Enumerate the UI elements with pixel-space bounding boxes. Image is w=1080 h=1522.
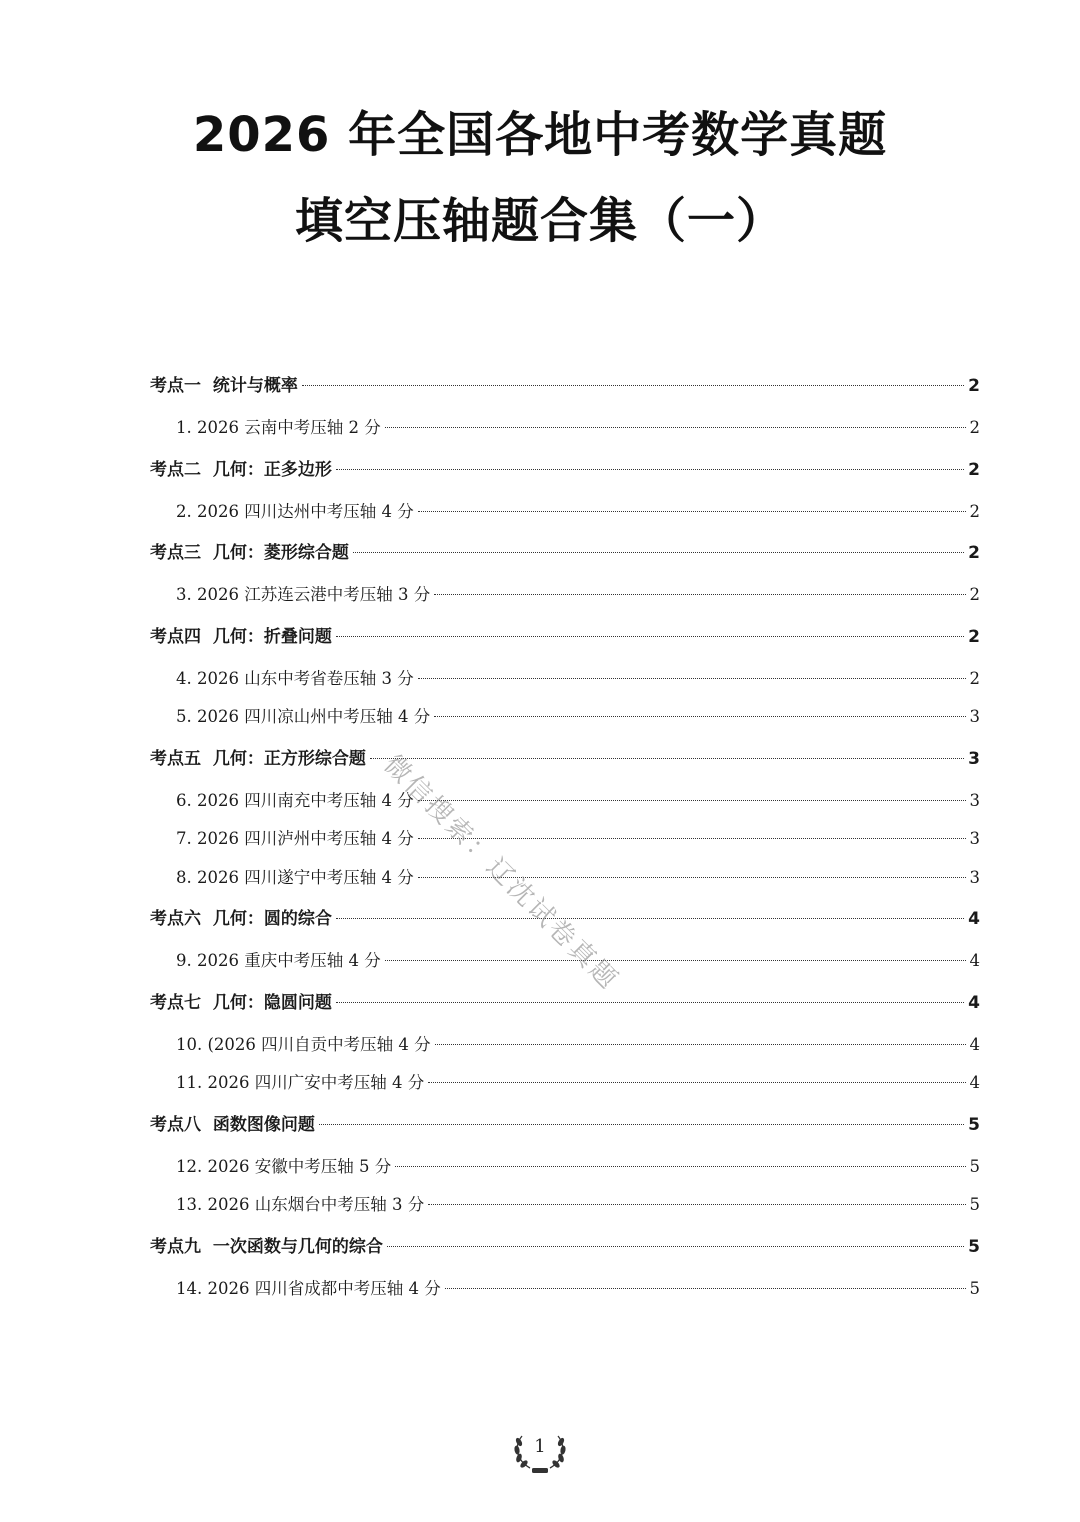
dot-leader <box>353 552 964 553</box>
dot-leader <box>418 838 966 839</box>
toc-page-number: 2 <box>969 501 980 521</box>
toc-item-row[interactable] <box>150 576 980 615</box>
toc-section-row[interactable] <box>150 1103 980 1148</box>
dot-leader <box>385 427 966 428</box>
dot-leader <box>385 960 966 961</box>
dot-leader <box>395 1166 965 1167</box>
toc-entry-label: 考点九 一次函数与几何的综合 <box>150 1236 383 1257</box>
dot-leader <box>336 469 964 470</box>
toc-item-row[interactable] <box>150 782 980 821</box>
toc-entry-label: 考点四 几何：折叠问题 <box>150 626 332 647</box>
toc-page-number: 5 <box>968 1114 980 1135</box>
toc-entry-label: 9. 2026 重庆中考压轴 4 分 <box>176 951 381 970</box>
toc-section-row[interactable] <box>150 531 980 576</box>
toc-entry-label: 8. 2026 四川遂宁中考压轴 4 分 <box>176 867 414 887</box>
dot-leader <box>434 594 965 595</box>
toc-entry-label: 12. 2026 安徽中考压轴 5 分 <box>176 1156 392 1176</box>
toc-entry-label: 5. 2026 四川凉山州中考压轴 4 分 <box>176 707 431 726</box>
dot-leader <box>445 1288 966 1289</box>
document-subtitle: 填空压轴题合集（一） <box>294 193 785 249</box>
toc-page-number: 3 <box>969 829 980 848</box>
toc-entry-label: 3. 2026 江苏连云港中考压轴 3 分 <box>176 585 431 604</box>
toc-page-number: 2 <box>968 626 980 647</box>
toc-entry-label: 考点八 函数图像问题 <box>150 1114 315 1135</box>
toc-item-row[interactable] <box>150 820 980 859</box>
dot-leader <box>418 511 966 512</box>
toc-page-number: 5 <box>968 1236 980 1257</box>
toc-page-number: 4 <box>968 992 980 1013</box>
toc-page-number: 4 <box>969 951 980 970</box>
toc-entry-label: 考点五 几何：正方形综合题 <box>150 748 366 769</box>
dot-leader <box>428 1082 965 1083</box>
toc-entry-label: 考点二 几何：正多边形 <box>150 459 332 480</box>
toc-entry-label: 考点三 几何：菱形综合题 <box>150 543 349 563</box>
toc-item-row[interactable] <box>150 1270 980 1309</box>
toc-page-number: 2 <box>968 459 980 480</box>
toc-entry-label: 6. 2026 四川南充中考压轴 4 分 <box>176 790 414 810</box>
dot-leader <box>434 716 965 717</box>
toc-section-row[interactable] <box>150 1225 980 1270</box>
toc-page-number: 3 <box>969 790 980 810</box>
toc-entry-label: 14. 2026 四川省成都中考压轴 4 分 <box>176 1278 441 1298</box>
toc-page-number: 3 <box>969 707 980 726</box>
toc-item-row[interactable] <box>150 1148 980 1187</box>
dot-leader <box>387 1246 964 1247</box>
toc-page-number: 4 <box>968 909 980 929</box>
toc-section-row[interactable] <box>150 448 980 493</box>
dot-leader <box>435 1044 966 1045</box>
toc-item-row[interactable] <box>150 1026 980 1065</box>
toc-page-number: 2 <box>969 418 980 437</box>
toc-entry-label: 考点六 几何：圆的综合 <box>150 909 332 929</box>
toc-entry-label: 4. 2026 山东中考省卷压轴 3 分 <box>176 668 414 688</box>
toc-entry-label: 7. 2026 四川泸州中考压轴 4 分 <box>176 829 414 848</box>
toc-entry-label: 2. 2026 四川达州中考压轴 4 分 <box>176 501 414 521</box>
toc-page-number: 4 <box>969 1073 980 1092</box>
toc-page-number: 2 <box>968 543 980 563</box>
toc-page-number: 3 <box>968 748 980 769</box>
toc-page-number: 5 <box>969 1195 980 1214</box>
document-title: 2026 年全国各地中考数学真题 <box>192 107 888 163</box>
dot-leader <box>370 758 964 759</box>
table-of-contents <box>150 364 980 1308</box>
toc-page-number: 5 <box>969 1278 980 1298</box>
dot-leader <box>418 800 966 801</box>
toc-item-row[interactable] <box>150 660 980 699</box>
toc-page-number: 3 <box>969 867 980 887</box>
dot-leader <box>319 1124 964 1125</box>
dot-leader <box>336 918 964 919</box>
page-number: 1 <box>534 1436 546 1457</box>
toc-page-number: 2 <box>968 376 980 396</box>
dot-leader <box>428 1204 965 1205</box>
page-number-badge <box>508 1428 572 1478</box>
toc-item-row[interactable] <box>150 698 980 737</box>
toc-section-row[interactable] <box>150 737 980 782</box>
toc-section-row[interactable] <box>150 615 980 660</box>
toc-item-row[interactable] <box>150 409 980 448</box>
toc-item-row[interactable] <box>150 859 980 898</box>
toc-page-number: 2 <box>969 668 980 688</box>
dot-leader <box>302 385 964 386</box>
toc-item-row[interactable] <box>150 1186 980 1225</box>
toc-entry-label: 考点一 统计与概率 <box>150 376 298 396</box>
watermark: 微信搜索：辽沈试卷真题 <box>377 749 625 997</box>
toc-entry-label: 10. (2026 四川自贡中考压轴 4 分 <box>176 1034 431 1054</box>
toc-item-row[interactable] <box>150 493 980 532</box>
toc-page-number: 4 <box>969 1034 980 1054</box>
toc-section-row[interactable] <box>150 364 980 409</box>
toc-page-number: 2 <box>969 585 980 604</box>
toc-item-row[interactable] <box>150 1064 980 1103</box>
toc-entry-label: 1. 2026 云南中考压轴 2 分 <box>176 418 381 437</box>
toc-entry-label: 13. 2026 山东烟台中考压轴 3 分 <box>176 1195 425 1214</box>
dot-leader <box>336 1002 964 1003</box>
dot-leader <box>418 678 966 679</box>
toc-entry-label: 11. 2026 四川广安中考压轴 4 分 <box>176 1073 425 1092</box>
toc-page-number: 5 <box>969 1156 980 1176</box>
toc-section-row[interactable] <box>150 981 980 1026</box>
dot-leader <box>336 636 964 637</box>
toc-entry-label: 考点七 几何：隐圆问题 <box>150 992 332 1013</box>
